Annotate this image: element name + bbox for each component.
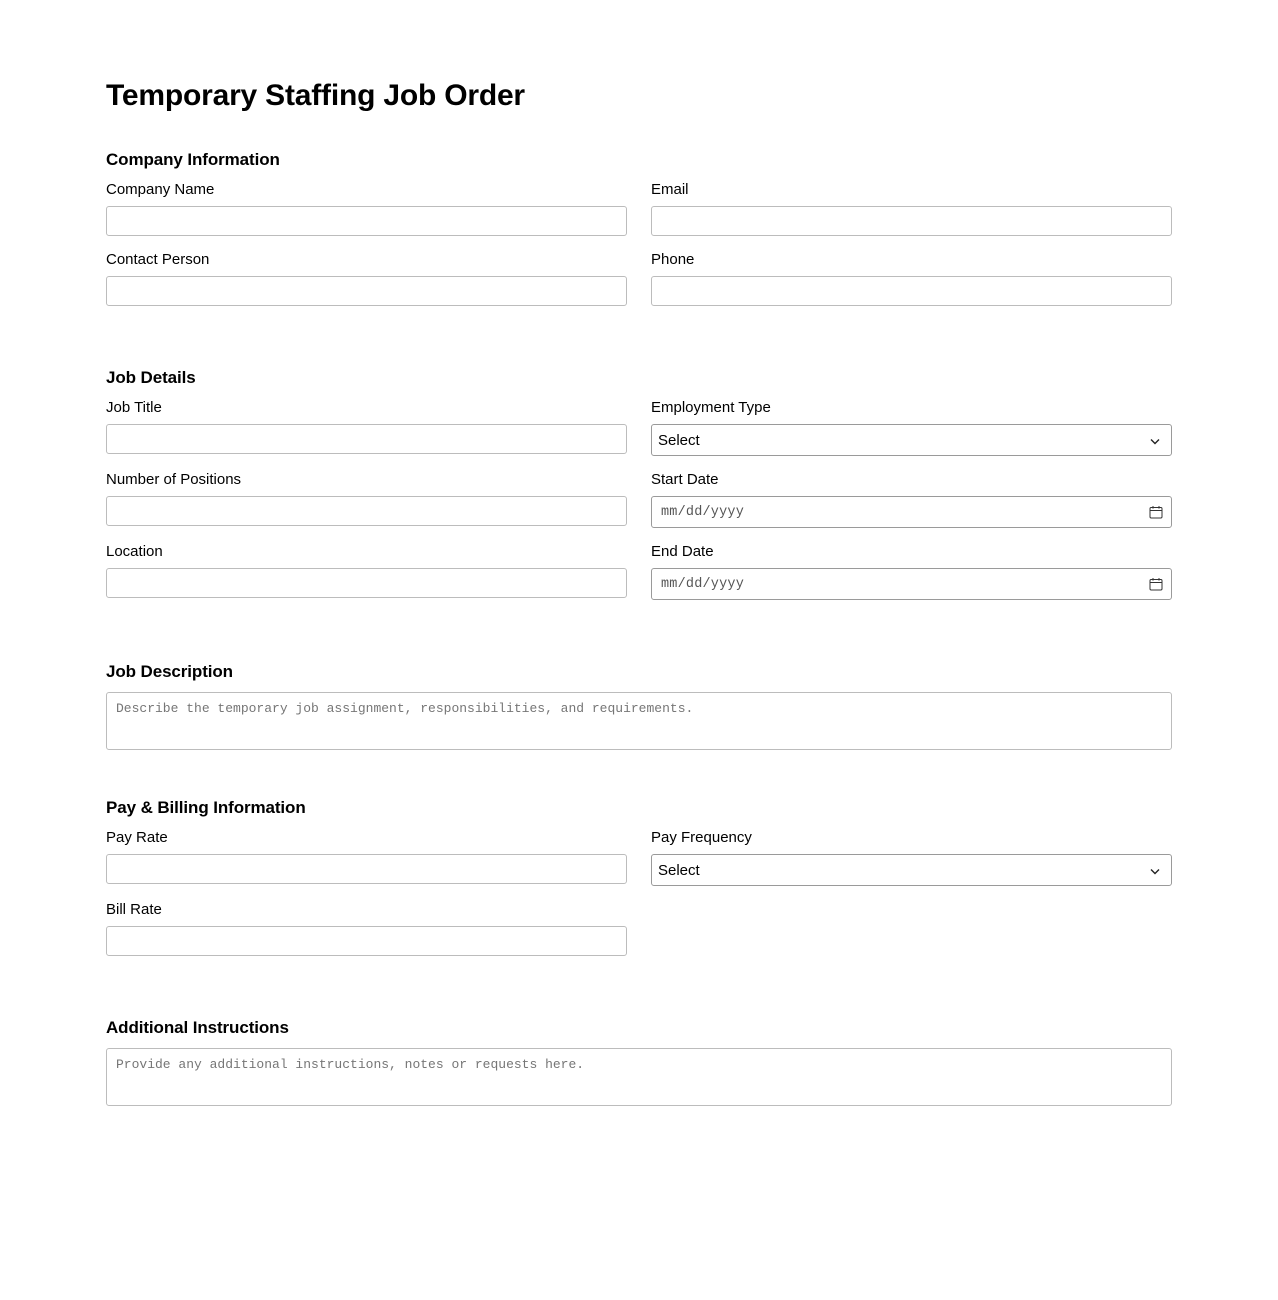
additional-instructions-placeholder: Provide any additional instructions, notes or requests here. bbox=[116, 1057, 585, 1072]
label-number-of-positions: Number of Positions bbox=[106, 471, 242, 488]
spacer bbox=[106, 1000, 1172, 1018]
field-number-of-positions bbox=[106, 470, 627, 528]
field-job-title bbox=[106, 398, 627, 456]
label-pay-frequency: Pay Frequency bbox=[651, 829, 752, 846]
start-date-input[interactable] bbox=[651, 496, 1172, 528]
section-company-information bbox=[106, 150, 1172, 320]
contact-person-input[interactable] bbox=[106, 276, 627, 306]
field-email bbox=[651, 180, 1172, 236]
label-pay-rate: Pay Rate bbox=[106, 829, 168, 846]
spacer bbox=[106, 644, 1172, 662]
end-date-placeholder: mm/dd/yyyy bbox=[661, 576, 745, 592]
job-description-placeholder: Describe the temporary job assignment, responsibilities, and requirements. bbox=[116, 701, 694, 716]
pay-rate-input[interactable] bbox=[106, 854, 627, 884]
label-location: Location bbox=[106, 543, 163, 560]
field-bill-rate bbox=[106, 900, 627, 956]
pay-frequency-selected-value: Select bbox=[658, 861, 700, 879]
spacer bbox=[106, 780, 1172, 798]
pay-billing-fields-grid bbox=[106, 828, 1172, 970]
section-title-job-description: Job Description bbox=[106, 662, 233, 681]
section-job-details bbox=[106, 368, 1172, 614]
label-email: Email bbox=[651, 181, 689, 198]
section-title-pay-billing: Pay & Billing Information bbox=[106, 798, 306, 817]
field-phone bbox=[651, 250, 1172, 306]
calendar-icon[interactable] bbox=[1149, 505, 1163, 519]
additional-instructions-textarea[interactable] bbox=[106, 1048, 1172, 1106]
field-company-name bbox=[106, 180, 627, 236]
section-title-company-information: Company Information bbox=[106, 150, 280, 169]
pay-frequency-select[interactable] bbox=[651, 854, 1172, 886]
email-input[interactable] bbox=[651, 206, 1172, 236]
label-job-title: Job Title bbox=[106, 399, 162, 416]
label-bill-rate: Bill Rate bbox=[106, 901, 162, 918]
label-start-date: Start Date bbox=[651, 471, 719, 488]
field-pay-frequency bbox=[651, 828, 1172, 886]
job-details-fields-grid bbox=[106, 398, 1172, 614]
employment-type-select[interactable] bbox=[651, 424, 1172, 456]
spacer bbox=[106, 350, 1172, 368]
field-end-date bbox=[651, 542, 1172, 600]
label-phone: Phone bbox=[651, 251, 695, 268]
field-start-date bbox=[651, 470, 1172, 528]
chevron-down-icon bbox=[1149, 864, 1161, 876]
page-title: Temporary Staffing Job Order bbox=[106, 79, 525, 112]
label-end-date: End Date bbox=[651, 543, 714, 560]
calendar-icon[interactable] bbox=[1149, 577, 1163, 591]
field-location bbox=[106, 542, 627, 600]
job-title-input[interactable] bbox=[106, 424, 627, 454]
company-fields-grid bbox=[106, 180, 1172, 320]
section-additional-instructions bbox=[106, 1018, 1172, 1106]
job-description-textarea[interactable] bbox=[106, 692, 1172, 750]
section-title-job-details: Job Details bbox=[106, 368, 196, 387]
phone-input[interactable] bbox=[651, 276, 1172, 306]
bill-rate-input[interactable] bbox=[106, 926, 627, 956]
end-date-input[interactable] bbox=[651, 568, 1172, 600]
label-company-name: Company Name bbox=[106, 181, 215, 198]
start-date-placeholder: mm/dd/yyyy bbox=[661, 504, 745, 520]
label-employment-type: Employment Type bbox=[651, 399, 771, 416]
company-name-input[interactable] bbox=[106, 206, 627, 236]
field-pay-rate bbox=[106, 828, 627, 886]
section-job-description bbox=[106, 662, 1172, 750]
grid-empty-cell bbox=[651, 900, 1172, 970]
employment-type-selected-value: Select bbox=[658, 431, 700, 449]
location-input[interactable] bbox=[106, 568, 627, 598]
section-pay-billing bbox=[106, 798, 1172, 970]
chevron-down-icon bbox=[1149, 434, 1161, 446]
label-contact-person: Contact Person bbox=[106, 251, 210, 268]
section-title-additional-instructions: Additional Instructions bbox=[106, 1018, 289, 1037]
number-of-positions-input[interactable] bbox=[106, 496, 627, 526]
field-employment-type bbox=[651, 398, 1172, 456]
field-contact-person bbox=[106, 250, 627, 306]
